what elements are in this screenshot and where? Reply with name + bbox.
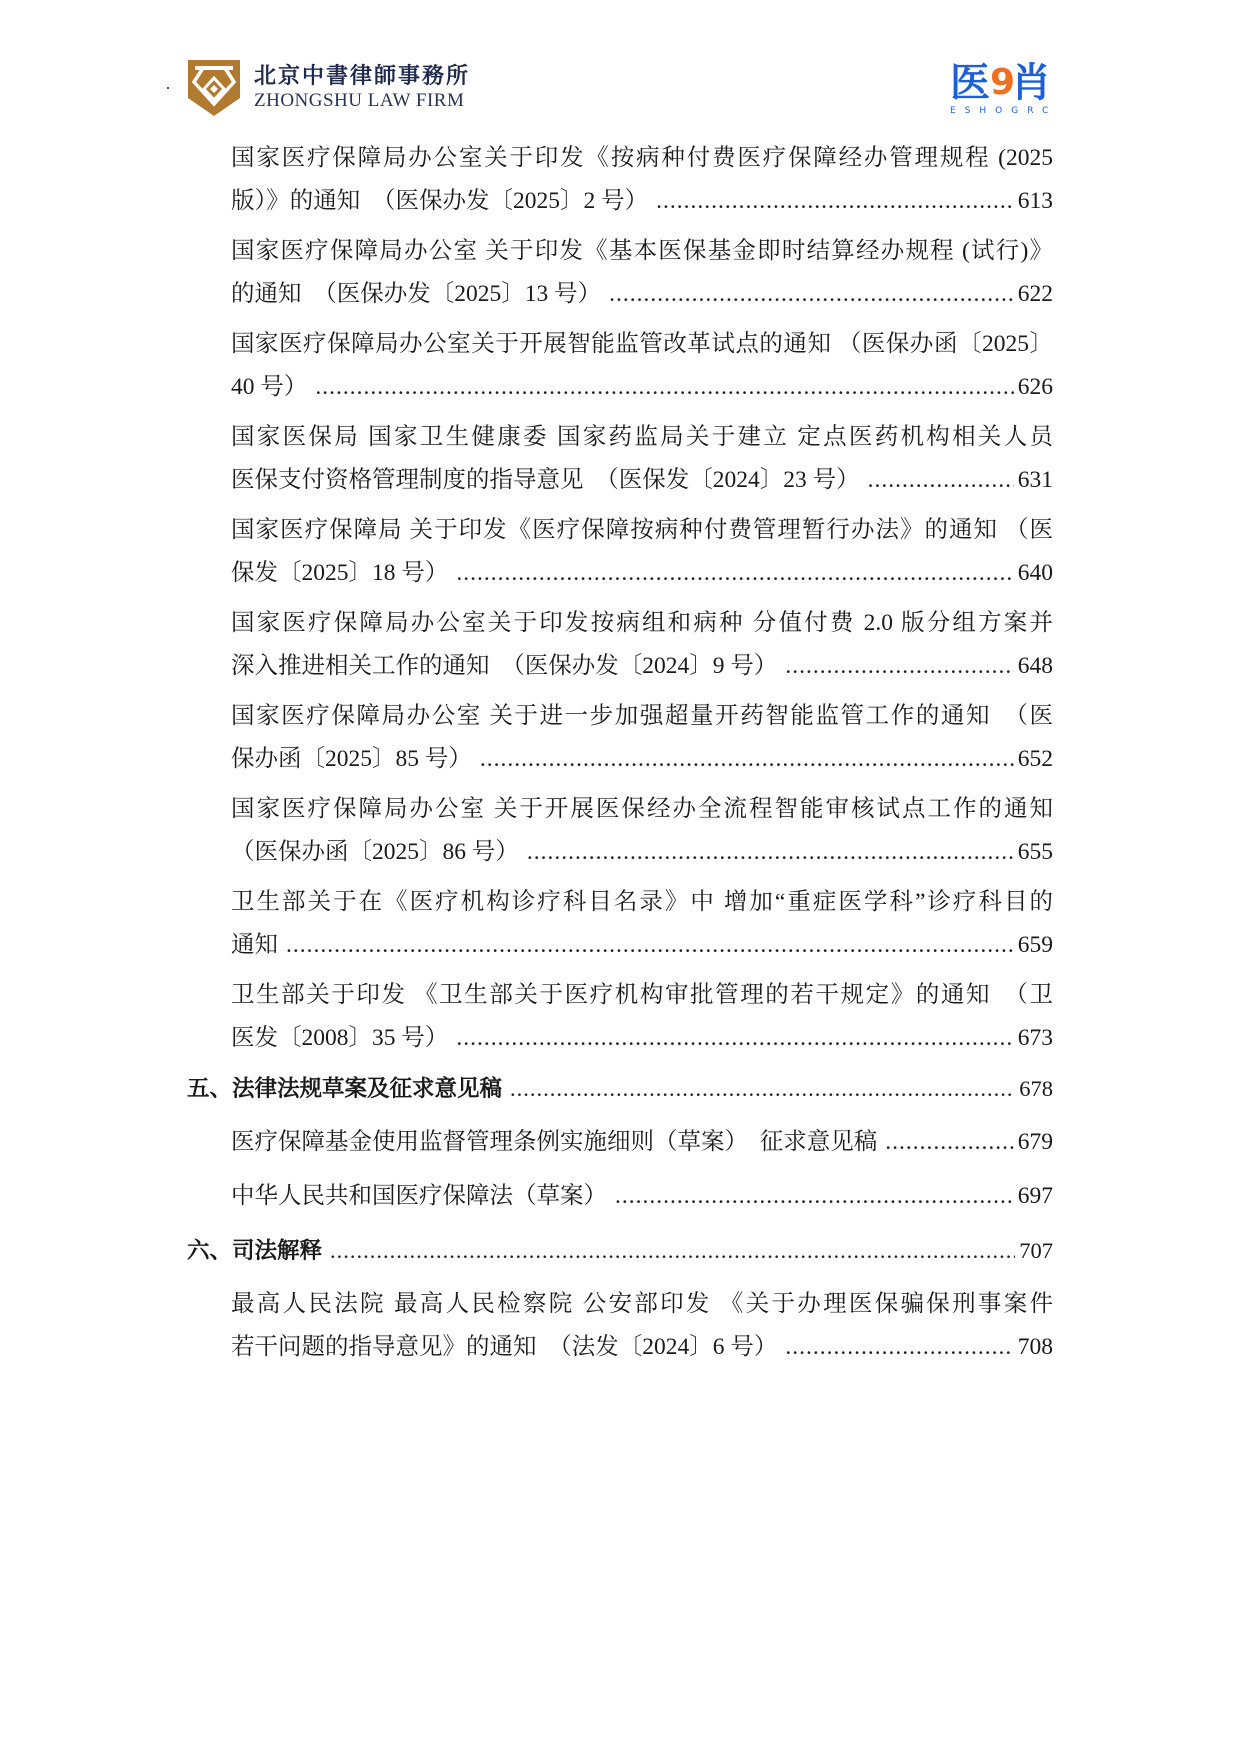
toc-entry[interactable] bbox=[231, 1175, 1053, 1218]
toc-entry-title-line1: 最高人民法院 最高人民检察院 公安部印发 《关于办理医保骗保刑事案件 bbox=[231, 1291, 1053, 1317]
toc-entry-title-line2: 医发〔2008〕35 号） bbox=[231, 1025, 449, 1051]
dot-leader bbox=[868, 459, 1014, 502]
dot-leader bbox=[510, 1067, 1015, 1110]
toc-entry[interactable] bbox=[231, 1283, 1053, 1369]
toc-page-number: 659 bbox=[1017, 932, 1053, 958]
toc-entry-title-line2: 通知 bbox=[231, 932, 278, 958]
toc-entry-title-line1: 国家医疗保障局办公室 关于开展医保经办全流程智能审核试点工作的通知 bbox=[231, 796, 1053, 822]
toc-entry[interactable] bbox=[231, 974, 1053, 1060]
toc-entry-title: 中华人民共和国医疗保障法（草案） bbox=[231, 1183, 607, 1209]
toc-entry-title-line2: 的通知 （医保办发〔2025〕13 号） bbox=[231, 281, 602, 307]
toc-entry[interactable] bbox=[231, 695, 1053, 781]
brand-logo-subtitle: ESHOGRC bbox=[950, 106, 1058, 116]
toc-entry-title-line1: 卫生部关于印发 《卫生部关于医疗机构审批管理的若干规定》的通知 （卫 bbox=[231, 982, 1053, 1008]
toc-entry[interactable] bbox=[231, 881, 1053, 967]
dot-leader bbox=[286, 924, 1014, 967]
page-header bbox=[0, 0, 1240, 130]
dot-leader bbox=[480, 738, 1014, 781]
toc-entry-title-line1: 卫生部关于在《医疗机构诊疗科目名录》中 增加“重症医学科”诊疗科目的 bbox=[231, 889, 1053, 915]
toc-entry-title-line1: 国家医疗保障局 关于印发《医疗保障按病种付费管理暂行办法》的通知 （医 bbox=[231, 517, 1053, 543]
toc-entry-title-line2: 保办函〔2025〕85 号） bbox=[231, 746, 472, 772]
toc-page-number: 679 bbox=[1017, 1129, 1053, 1155]
toc-page-number: 697 bbox=[1017, 1183, 1053, 1209]
toc-entry[interactable] bbox=[231, 1121, 1053, 1164]
toc-entry-title-line2: 医保支付资格管理制度的指导意见 （医保发〔2024〕23 号） bbox=[231, 467, 860, 493]
toc-page-number: 631 bbox=[1017, 467, 1053, 493]
toc-entry[interactable] bbox=[231, 602, 1053, 688]
dot-leader bbox=[885, 1121, 1014, 1164]
brand-logo bbox=[950, 62, 1060, 122]
toc-entry[interactable] bbox=[231, 416, 1053, 502]
toc-entry-title-line2: （医保办函〔2025〕86 号） bbox=[231, 839, 519, 865]
toc-entry-title: 医疗保障基金使用监督管理条例实施细则（草案） 征求意见稿 bbox=[231, 1129, 878, 1155]
stray-dot bbox=[167, 87, 169, 89]
firm-name-cn: 北京中書律師事務所 bbox=[254, 64, 471, 89]
toc-entry-title-line2: 若干问题的指导意见》的通知 （法发〔2024〕6 号） bbox=[231, 1334, 778, 1360]
brand-logo-char-yi: 医 bbox=[950, 60, 990, 106]
dot-leader bbox=[315, 366, 1013, 409]
toc-entry-title-line1: 国家医保局 国家卫生健康委 国家药监局关于建立 定点医药机构相关人员 bbox=[231, 424, 1053, 450]
toc-entry-title-line2: 40 号） bbox=[231, 374, 308, 400]
dot-leader bbox=[330, 1229, 1015, 1272]
toc-section-entry[interactable] bbox=[187, 1229, 1053, 1273]
toc-page-number: 622 bbox=[1017, 281, 1053, 307]
toc-entry[interactable] bbox=[231, 230, 1053, 316]
dot-leader bbox=[527, 831, 1014, 874]
toc-page-number: 626 bbox=[1017, 374, 1053, 400]
toc-entry[interactable] bbox=[231, 137, 1053, 223]
toc-entry-title-line1: 国家医疗保障局办公室 关于进一步加强超量开药智能监管工作的通知 （医 bbox=[231, 703, 1053, 729]
toc-entry[interactable] bbox=[231, 509, 1053, 595]
firm-name-en: ZHONGSHU LAW FIRM bbox=[254, 90, 465, 111]
toc-entry[interactable] bbox=[231, 323, 1053, 409]
toc-entry-title-line1: 国家医疗保障局办公室关于开展智能监管改革试点的通知 （医保办函〔2025〕 bbox=[231, 331, 1053, 357]
toc-page-number: 678 bbox=[1019, 1076, 1053, 1101]
brand-logo-char-nine: 9 bbox=[990, 62, 1016, 103]
firm-logo bbox=[186, 58, 470, 118]
toc-section-title: 六、司法解释 bbox=[187, 1238, 323, 1264]
toc-entry-title-line1: 国家医疗保障局办公室 关于印发《基本医保基金即时结算经办规程 (试行)》 bbox=[231, 238, 1053, 264]
toc-page-number: 655 bbox=[1017, 839, 1053, 865]
toc-entry-title-line2: 保发〔2025〕18 号） bbox=[231, 560, 449, 586]
toc-entry-title-line2: 版）》的通知 （医保办发〔2025〕2 号） bbox=[231, 188, 649, 214]
toc-page-number: 708 bbox=[1017, 1334, 1053, 1360]
dot-leader bbox=[785, 1326, 1013, 1369]
brand-logo-char-xiao: 肖 bbox=[1011, 60, 1052, 106]
dot-leader bbox=[656, 180, 1014, 223]
toc-page-number: 613 bbox=[1017, 188, 1053, 214]
toc-section-title: 五、法律法规草案及征求意见稿 bbox=[187, 1076, 503, 1102]
firm-emblem-icon bbox=[186, 58, 242, 118]
dot-leader bbox=[609, 273, 1014, 316]
dot-leader bbox=[785, 645, 1013, 688]
toc-entry-title-line2: 深入推进相关工作的通知 （医保办发〔2024〕9 号） bbox=[231, 653, 778, 679]
dot-leader bbox=[615, 1175, 1014, 1218]
toc-entry-title-line1: 国家医疗保障局办公室关于印发《按病种付费医疗保障经办管理规程 (2025 bbox=[231, 145, 1053, 171]
toc-page-number: 707 bbox=[1019, 1238, 1053, 1263]
toc-page-number: 673 bbox=[1017, 1025, 1053, 1051]
dot-leader bbox=[456, 552, 1013, 595]
toc-page-number: 640 bbox=[1017, 560, 1053, 586]
toc-entry[interactable] bbox=[231, 788, 1053, 874]
toc-entry-title-line1: 国家医疗保障局办公室关于印发按病组和病种 分值付费 2.0 版分组方案并 bbox=[231, 610, 1053, 636]
toc-page-number: 652 bbox=[1017, 746, 1053, 772]
dot-leader bbox=[456, 1017, 1013, 1060]
toc-page-number: 648 bbox=[1017, 653, 1053, 679]
toc-section-entry[interactable] bbox=[187, 1067, 1053, 1111]
